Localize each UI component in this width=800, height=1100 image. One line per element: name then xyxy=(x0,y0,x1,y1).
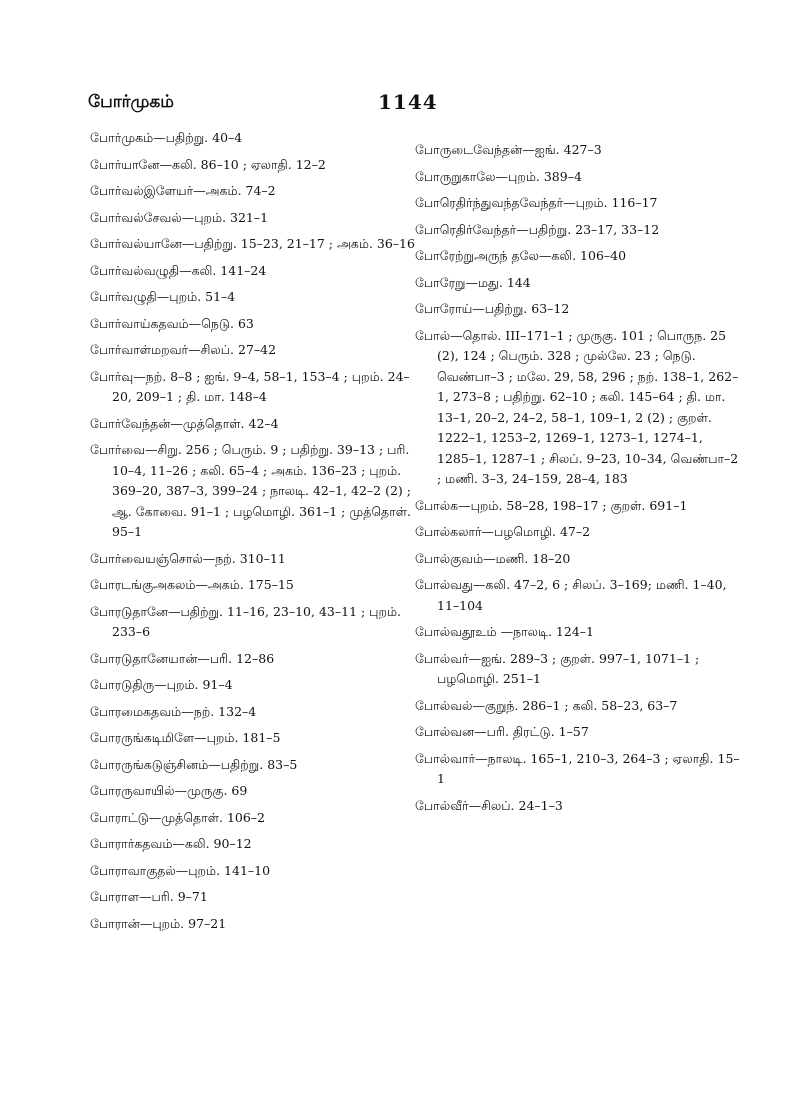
index-entry: போருடைவேந்தன்—ஐங். 427–3 xyxy=(415,142,602,157)
index-entry: போராள—பரி. 9–71 xyxy=(90,889,208,904)
index-entry: போல்கலார்—பழமொழி. 47–2 xyxy=(415,524,591,539)
index-entry: போரடுதிரு—புறம். 91–4 xyxy=(90,677,233,692)
index-entry: போரான்—புறம். 97–21 xyxy=(90,915,227,931)
index-entry: போராவாகுதல்—புறம். 141–10 xyxy=(90,862,271,878)
index-entry: போரேற்றுஅருந் தலே—கலி. 106–40 xyxy=(415,248,627,263)
index-entry: போர்வேந்தன்—முத்தொள். 42–4 xyxy=(90,415,279,431)
index-entry: போர்யானே—கலி. 86–10 ; ஏலாதி. 12–2 xyxy=(90,156,326,172)
index-entry: போல்க—புறம். 58–28, 198–17 ; குறள். 691–1 xyxy=(415,497,688,513)
index-entry: போரடங்குஅகலம்—அகம். 175–15 xyxy=(90,577,294,592)
index-entry: போருறுகாலே—புறம். 389–4 xyxy=(415,168,582,184)
index-entry: போரருங்கடுஞ்சினம்—பதிற்று. 83–5 xyxy=(90,756,298,772)
right-column xyxy=(415,140,740,822)
left-column xyxy=(90,128,415,940)
index-entry: போல்வது—கலி. 47–2, 6 ; சிலப். 3–169; மணி. 1–40, 11–104 xyxy=(415,577,727,613)
index-entry: போர்முகம்—பதிற்று. 40–4 xyxy=(90,130,243,145)
index-entry: போல்—தொல். III–171–1 ; முருகு. 101 ; பொருந. 25 (2), 124 ; பெரும். 328 ; முல்லே. 23 ; நெடு. வெண்பா–3 ; மலே. 29, 58, 296 ; நற். 138–1, 262–1, 273–8 ; பதிற்று. 62–10 ; கலி. 145–64 ; தி. மா. 13–1, 20–2, 24–2, 58–1, 109–1, 2 (2) ; குறள். 1222–1, 1253–2, 1269–1, 1273–1, 1274–1, 1285–1, 1287–1 ; சிலப். 9–23, 10–34, வெண்பா–2 ; மணி. 3–3, 24–159, 28–4, 183 xyxy=(415,327,739,486)
index-entry: போர்வழுதி—புறம். 51–4 xyxy=(90,289,236,304)
index-entry: போல்வன—பரி. திரட்டு. 1–57 xyxy=(415,724,589,739)
index-entry: போர்வல்சேவல்—புறம். 321–1 xyxy=(90,209,269,225)
index-entry: போரேறு—மது. 144 xyxy=(415,274,531,290)
index-entry: போரடுதானேயான்—பரி. 12–86 xyxy=(90,650,275,666)
index-entry: போரருவாயில்—முருகு. 69 xyxy=(90,783,248,798)
index-entry: போர்வாய்கதவம்—நெடு. 63 xyxy=(90,315,254,331)
page-header xyxy=(88,92,738,132)
index-entry: போல்வார்—நாலடி. 165–1, 210–3, 264–3 ; ஏலாதி. 15–1 xyxy=(415,750,740,786)
index-entry: போரெதிர்ந்துவந்தவேந்தர்—புறம். 116–17 xyxy=(415,195,658,210)
index-entry: போரெதிர்வேந்தர்—பதிற்று. 23–17, 33–12 xyxy=(415,221,660,237)
index-entry: போல்குவம்—மணி. 18–20 xyxy=(415,550,571,566)
index-entry: போரோய்—பதிற்று. 63–12 xyxy=(415,301,570,316)
index-entry: போர்வல்வழுதி—கலி. 141–24 xyxy=(90,262,267,278)
page-number: 1144 xyxy=(378,90,438,114)
index-entry: போர்வல்இளேயர்—அகம். 74–2 xyxy=(90,183,276,198)
index-entry: போரமைகதவம்—நற். 132–4 xyxy=(90,703,257,719)
index-entry: போரார்கதவம்—கலி. 90–12 xyxy=(90,836,252,851)
index-entry: போராட்டு—முத்தொள். 106–2 xyxy=(90,809,266,825)
index-entry: போர்வையஞ்சொல்—நற். 310–11 xyxy=(90,550,286,566)
index-entry: போரருங்கடிமிளே—புறம். 181–5 xyxy=(90,730,281,745)
running-head: போர்முகம் xyxy=(88,92,174,112)
index-entry: போர்வல்யானே—பதிற்று. 15–23, 21–17 ; அகம். 36–16 xyxy=(90,236,415,251)
index-entry: போல்வீர்—சிலப். 24–1–3 xyxy=(415,797,563,813)
index-entry: போல்வர்—ஐங். 289–3 ; குறள். 997–1, 1071–1 ; பழமொழி. 251–1 xyxy=(415,650,700,686)
index-entry: போர்வாள்மறவர்—சிலப். 27–42 xyxy=(90,342,277,357)
index-entry: போல்வதூஉம் —நாலடி. 124–1 xyxy=(415,624,594,639)
index-entry: போரடுதானே—பதிற்று. 11–16, 23–10, 43–11 ; புறம். 233–6 xyxy=(90,603,402,639)
index-entry: போல்வல்—குறுந். 286–1 ; கலி. 58–23, 63–7 xyxy=(415,697,678,713)
index-entry: போர்வை—சிறு. 256 ; பெரும். 9 ; பதிற்று. 39–13 ; பரி. 10–4, 11–26 ; கலி. 65–4 ; அகம். 136–23 ; புறம். 369–20, 387–3, 399–24 ; நாலடி. 42–1, 42–2 (2) ; ஆ. கோவை. 91–1 ; பழமொழி. 361–1 ; முத்தொள். 95–1 xyxy=(90,442,411,539)
index-entry: போர்வு—நற். 8–8 ; ஐங். 9–4, 58–1, 153–4 ; புறம். 24–20, 209–1 ; தி. மா. 148–4 xyxy=(90,368,410,404)
